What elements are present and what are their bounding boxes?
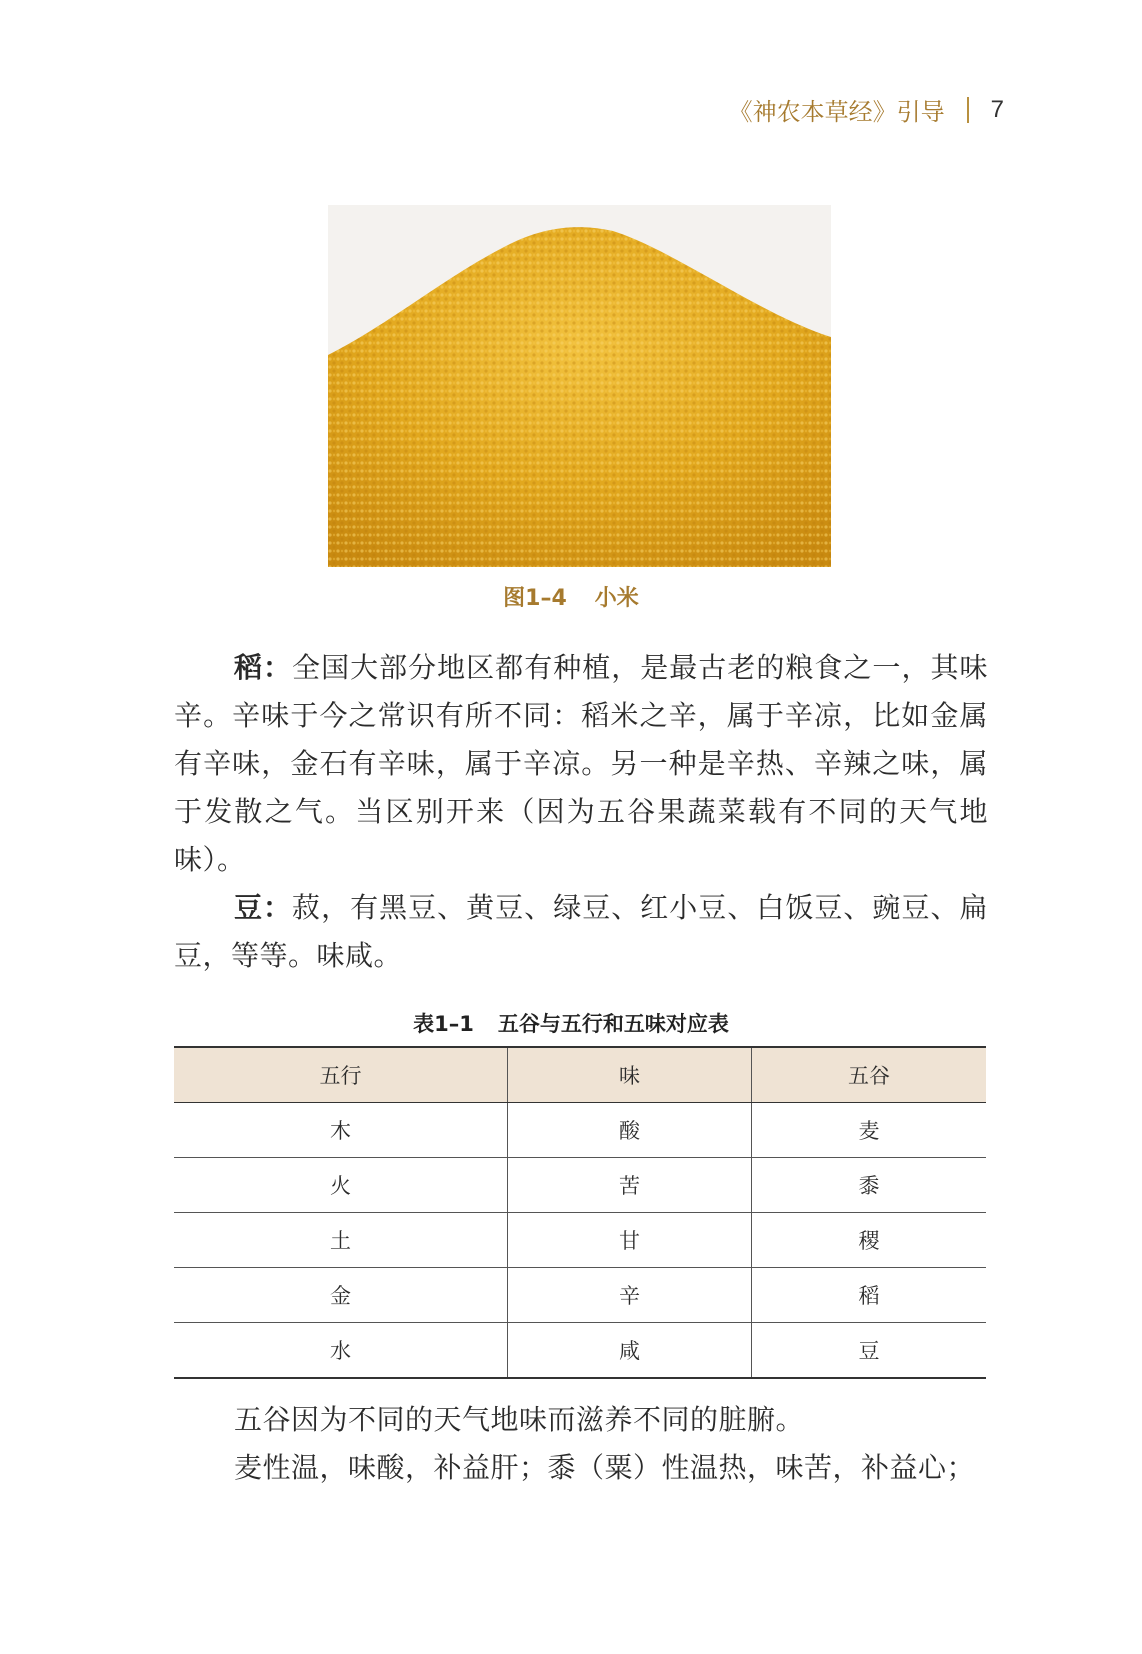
table-caption bbox=[0, 1008, 1142, 1038]
cell-taste: 咸 bbox=[508, 1323, 752, 1379]
table-number: 表1–1 bbox=[413, 1012, 474, 1036]
table-row bbox=[174, 1323, 986, 1379]
paragraph-rice bbox=[174, 644, 988, 884]
cell-element: 火 bbox=[174, 1158, 508, 1213]
cell-taste: 苦 bbox=[508, 1158, 752, 1213]
cell-grain: 豆 bbox=[752, 1323, 987, 1379]
cell-element: 木 bbox=[174, 1103, 508, 1158]
figure-title: 小米 bbox=[594, 586, 639, 611]
five-grains-table bbox=[174, 1046, 986, 1379]
body-text-bottom bbox=[174, 1396, 988, 1492]
figure-number: 图1–4 bbox=[503, 586, 567, 611]
paragraph-nourish: 五谷因为不同的天气地味而滋养不同的脏腑。 bbox=[234, 1403, 805, 1436]
cell-element: 土 bbox=[174, 1213, 508, 1268]
figure-caption bbox=[0, 581, 1142, 612]
book-title: 《神农本草经》引导 bbox=[728, 98, 945, 126]
cell-grain: 麦 bbox=[752, 1103, 987, 1158]
table-row bbox=[174, 1103, 986, 1158]
paragraph-wheat-millet: 麦性温，味酸，补益肝；黍（粟）性温热，味苦，补益心； bbox=[234, 1451, 976, 1484]
table-row bbox=[174, 1213, 986, 1268]
cell-taste: 辛 bbox=[508, 1268, 752, 1323]
table-row bbox=[174, 1158, 986, 1213]
table-header-row bbox=[174, 1047, 986, 1103]
running-head bbox=[729, 92, 1004, 127]
cell-taste: 酸 bbox=[508, 1103, 752, 1158]
millet-photo bbox=[328, 205, 831, 567]
millet-pile-illustration bbox=[328, 205, 831, 567]
header-separator bbox=[967, 97, 969, 123]
lead-bean: 豆： bbox=[234, 891, 293, 924]
cell-element: 金 bbox=[174, 1268, 508, 1323]
body-text-top bbox=[174, 644, 988, 980]
text-bean: 菽，有黑豆、黄豆、绿豆、红小豆、白饭豆、豌豆、扁豆，等等。味咸。 bbox=[174, 891, 988, 972]
header-wei: 味 bbox=[508, 1047, 752, 1103]
lead-rice: 稻： bbox=[234, 651, 293, 684]
table-row bbox=[174, 1268, 986, 1323]
paragraph-bean bbox=[174, 884, 988, 980]
cell-taste: 甘 bbox=[508, 1213, 752, 1268]
cell-element: 水 bbox=[174, 1323, 508, 1379]
cell-grain: 稷 bbox=[752, 1213, 987, 1268]
cell-grain: 稻 bbox=[752, 1268, 987, 1323]
page-number: 7 bbox=[990, 95, 1004, 123]
cell-grain: 黍 bbox=[752, 1158, 987, 1213]
header-wugu: 五谷 bbox=[752, 1047, 987, 1103]
text-rice: 全国大部分地区都有种植，是最古老的粮食之一，其味辛。辛味于今之常识有所不同：稻米之辛，属于辛凉，比如金属有辛味，金石有辛味，属于辛凉。另一种是辛热、辛辣之味，属于发散之气。当区别开来（因为五谷果蔬菜载有不同的天气地味）。 bbox=[174, 651, 988, 876]
table-title: 五谷与五行和五味对应表 bbox=[497, 1012, 729, 1036]
header-wuxing: 五行 bbox=[174, 1047, 508, 1103]
